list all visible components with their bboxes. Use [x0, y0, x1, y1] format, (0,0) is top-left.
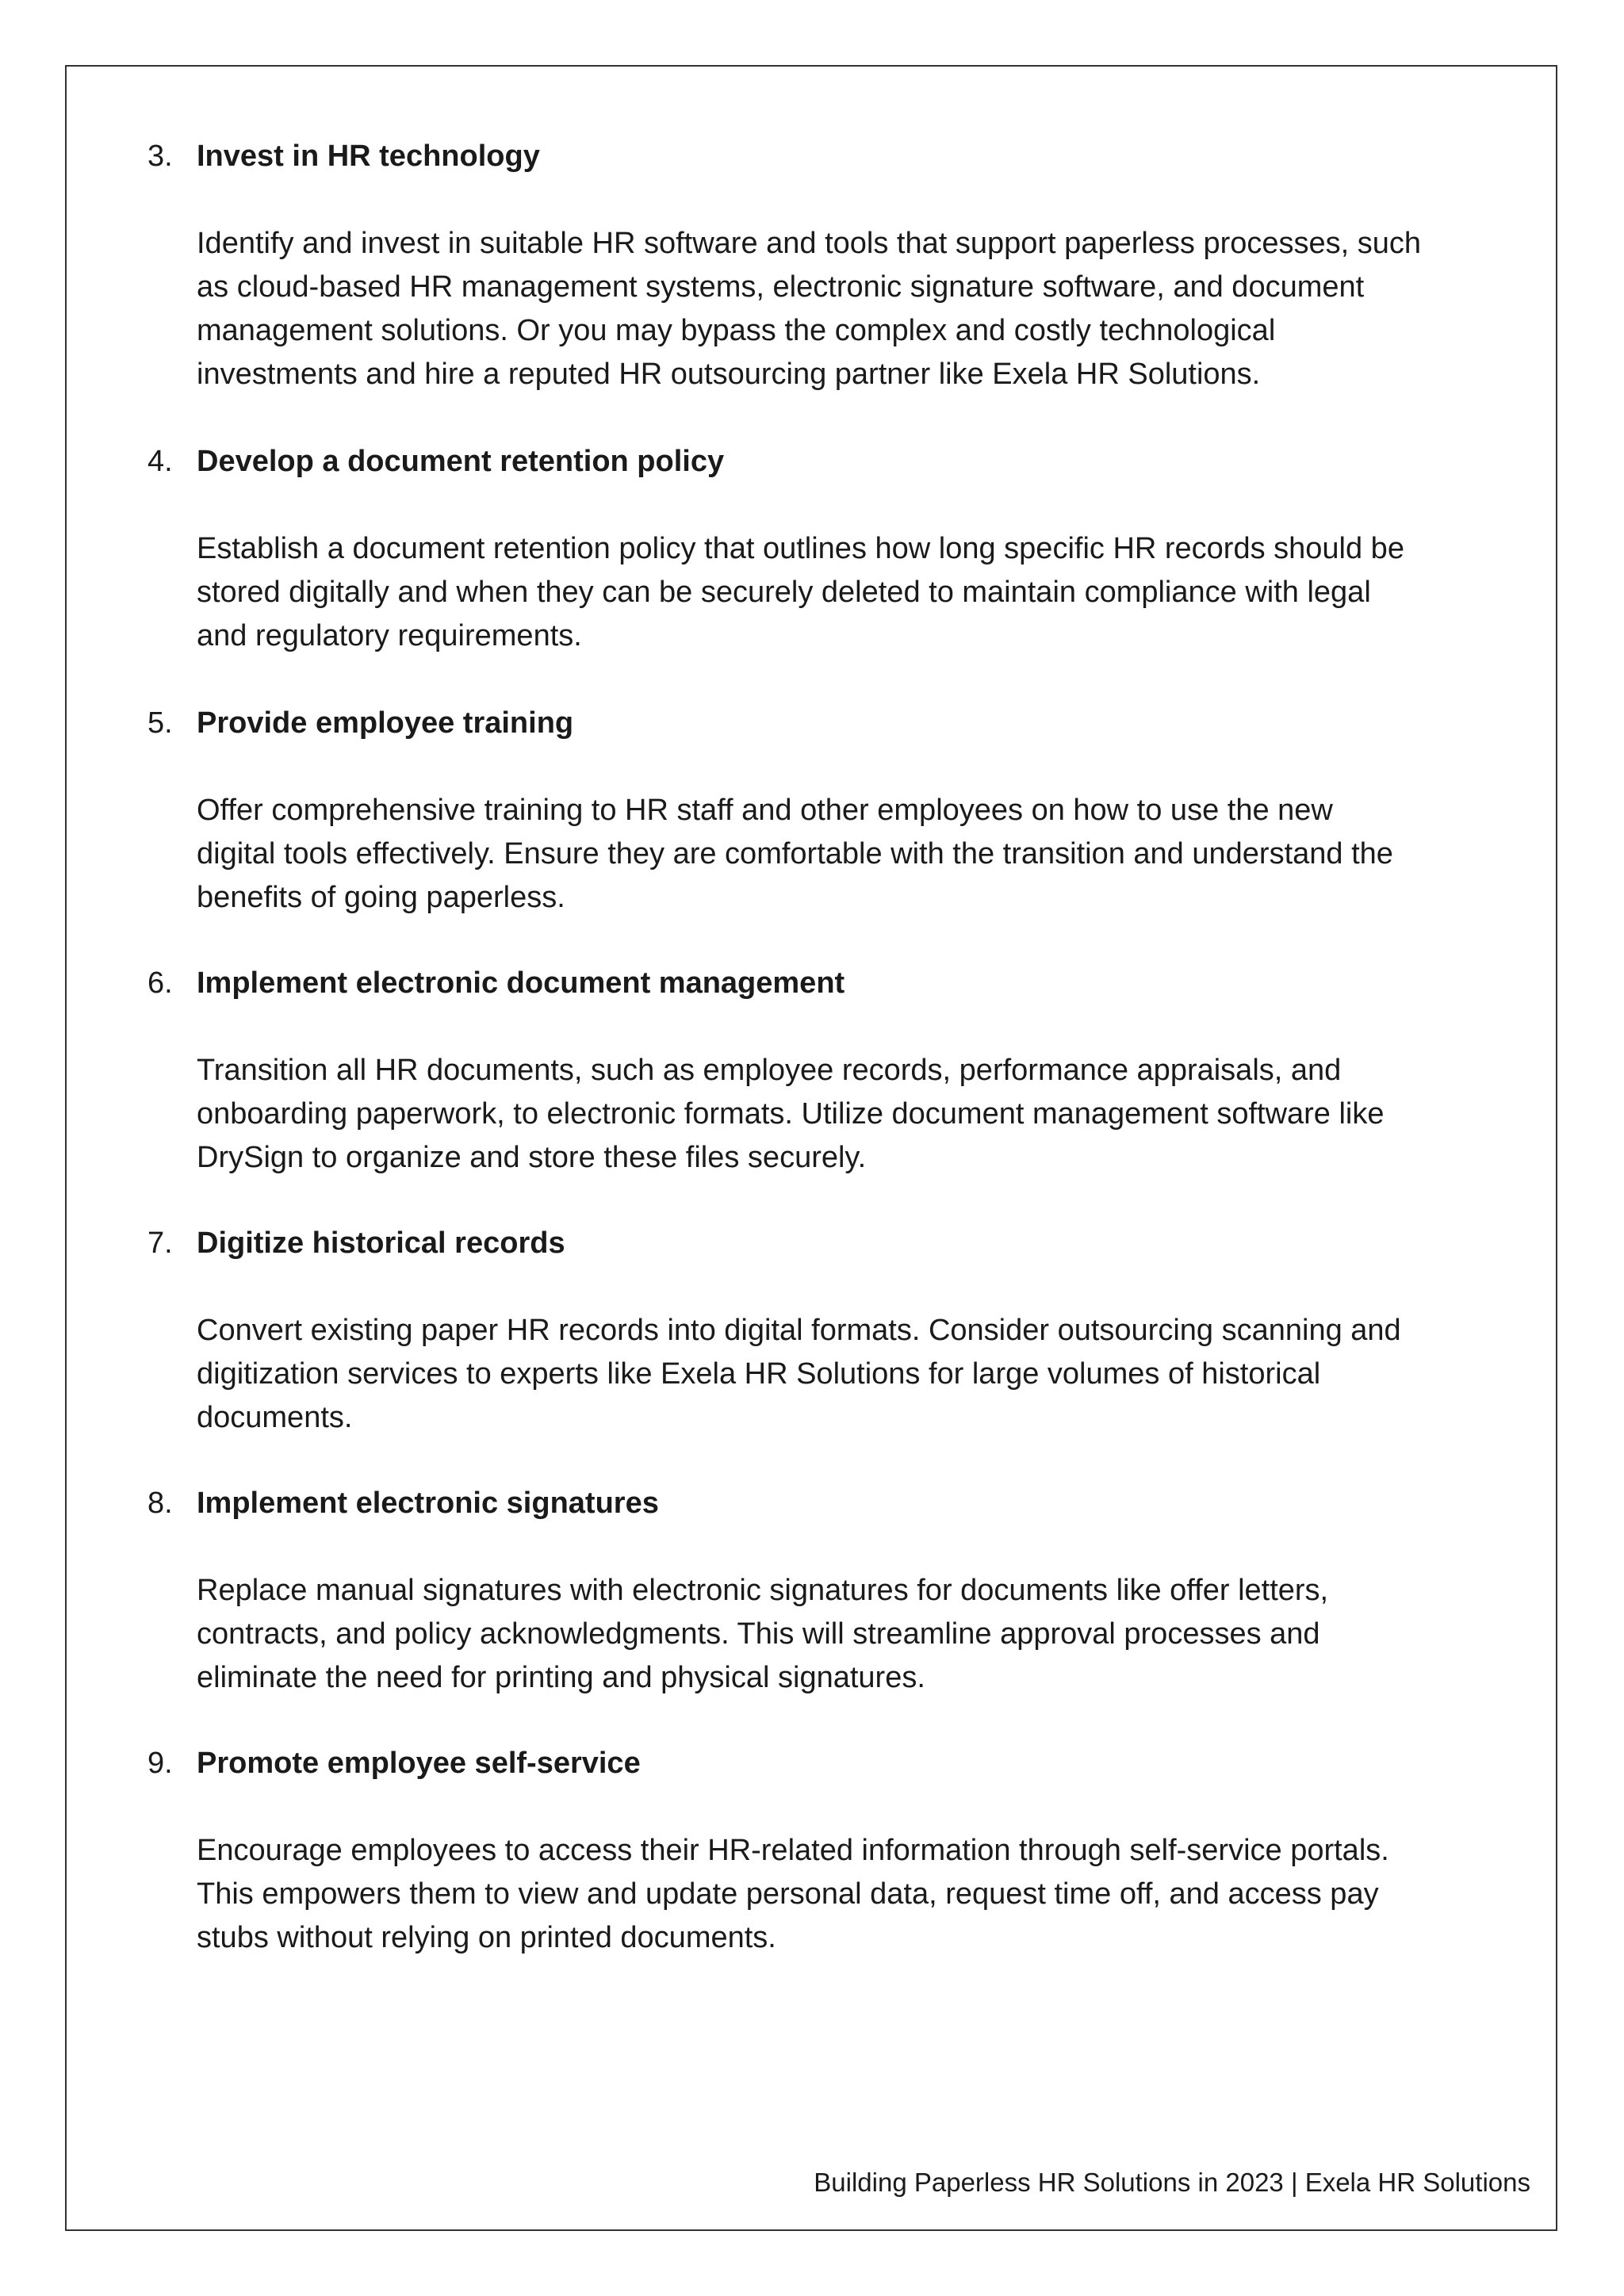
body-line: Replace manual signatures with electronic signatures for documents like offer letters,	[197, 1574, 1329, 1607]
body-line: Establish a document retention policy that outlines how long specific HR records should be	[197, 532, 1404, 565]
item-number: 9.	[147, 1747, 173, 1780]
item-heading: Invest in HR technology	[197, 140, 540, 173]
page-footer: Building Paperless HR Solutions in 2023 | Exela HR Solutions	[814, 2168, 1530, 2197]
item-number: 4.	[147, 445, 173, 478]
body-line: stubs without relying on printed documents.	[197, 1921, 776, 1954]
item-number: 8.	[147, 1487, 173, 1520]
item-number: 5.	[147, 706, 173, 740]
item-heading: Provide employee training	[197, 706, 574, 740]
body-line: investments and hire a reputed HR outsourcing partner like Exela HR Solutions.	[197, 358, 1261, 391]
body-line: as cloud-based HR management systems, electronic signature software, and document	[197, 270, 1365, 304]
body-line: eliminate the need for printing and physical signatures.	[197, 1661, 925, 1694]
body-line: This empowers them to view and update personal data, request time off, and access pay	[197, 1877, 1379, 1911]
body-line: management solutions. Or you may bypass the complex and costly technological	[197, 314, 1276, 347]
body-line: Encourage employees to access their HR-related information through self-service portals.	[197, 1834, 1389, 1867]
item-body	[197, 222, 1545, 396]
body-line: Transition all HR documents, such as employee records, performance appraisals, and	[197, 1054, 1342, 1087]
body-line: stored digitally and when they can be securely deleted to maintain compliance with legal	[197, 576, 1371, 609]
item-body	[197, 527, 1545, 658]
body-line: documents.	[197, 1401, 353, 1434]
body-line: Offer comprehensive training to HR staff and other employees on how to use the new	[197, 794, 1333, 827]
item-heading: Digitize historical records	[197, 1226, 565, 1260]
item-body	[197, 1569, 1545, 1700]
item-heading: Develop a document retention policy	[197, 445, 725, 478]
item-body	[197, 1309, 1545, 1440]
item-heading: Promote employee self-service	[197, 1747, 641, 1780]
body-line: DrySign to organize and store these files securely.	[197, 1141, 867, 1174]
body-line: digital tools effectively. Ensure they are comfortable with the transition and understand the	[197, 837, 1393, 871]
item-body	[197, 789, 1545, 920]
item-heading: Implement electronic document management	[197, 966, 845, 1000]
item-body	[197, 1829, 1545, 1960]
body-line: onboarding paperwork, to electronic formats. Utilize document management software like	[197, 1097, 1385, 1131]
body-line: Identify and invest in suitable HR software and tools that support paperless processes, such	[197, 227, 1422, 260]
item-heading: Implement electronic signatures	[197, 1487, 659, 1520]
body-line: contracts, and policy acknowledgments. This will streamline approval processes and	[197, 1617, 1320, 1651]
item-number: 6.	[147, 966, 173, 1000]
item-number: 3.	[147, 140, 173, 173]
item-number: 7.	[147, 1226, 173, 1260]
item-body	[197, 1049, 1545, 1180]
body-line: benefits of going paperless.	[197, 881, 565, 914]
body-line: digitization services to experts like Exela HR Solutions for large volumes of historical	[197, 1357, 1321, 1391]
body-line: and regulatory requirements.	[197, 619, 582, 652]
body-line: Convert existing paper HR records into digital formats. Consider outsourcing scanning and	[197, 1314, 1401, 1347]
